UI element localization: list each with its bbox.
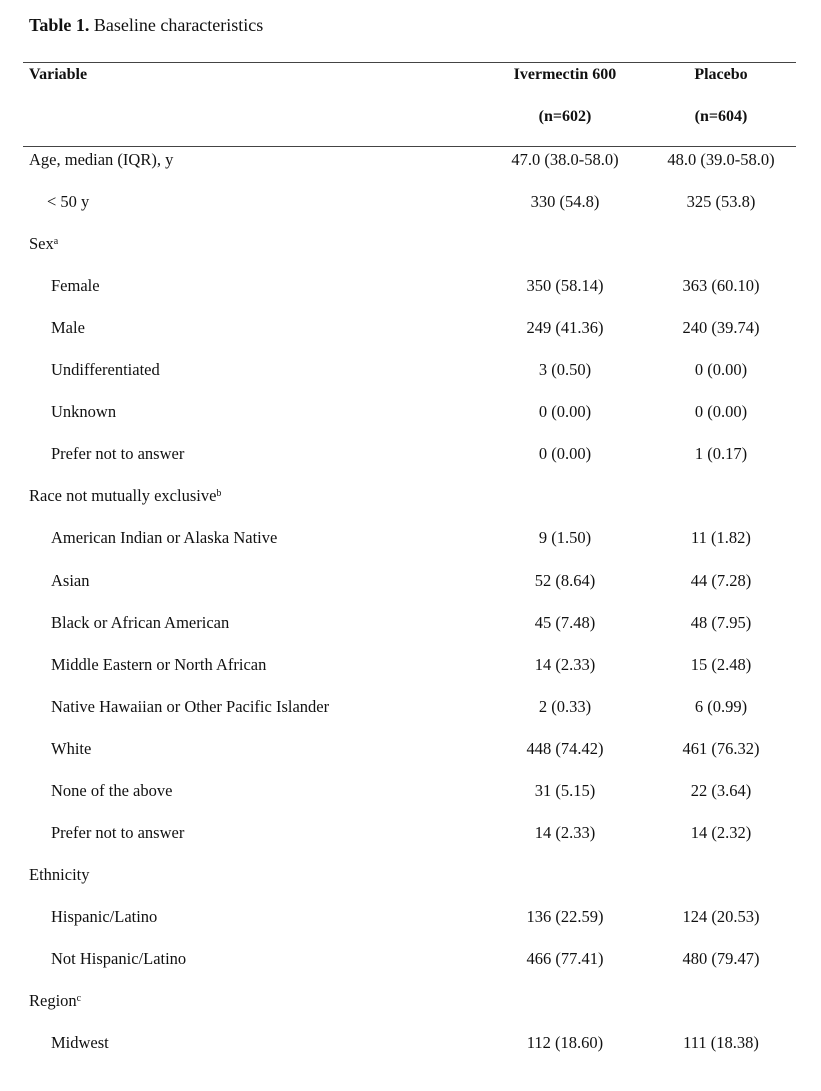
row-label-text: Age, median (IQR), y — [29, 150, 174, 169]
cell-placebo: 480 (79.47) — [682, 949, 760, 968]
row-label-text: American Indian or Alaska Native — [51, 528, 278, 547]
table-caption-text: Baseline characteristics — [93, 15, 264, 35]
row-label — [51, 528, 277, 548]
row-label — [51, 949, 186, 969]
row-label-text: Middle Eastern or North African — [51, 655, 267, 674]
cell-ivermectin: 448 (74.42) — [526, 739, 604, 758]
cell-ivermectin: 47.0 (38.0-58.0) — [511, 150, 619, 169]
table-caption — [29, 15, 263, 36]
row-label-text: Native Hawaiian or Other Pacific Islander — [51, 697, 330, 716]
cell-placebo: 325 (53.8) — [686, 192, 756, 211]
header-ivermectin-n: (n=602) — [538, 108, 592, 125]
cell-placebo: 0 (0.00) — [694, 360, 748, 379]
row-label-text: Unknown — [51, 402, 117, 421]
cell-placebo: 111 (18.38) — [683, 1033, 759, 1052]
cell-ivermectin: 14 (2.33) — [534, 823, 596, 842]
row-label — [51, 697, 329, 717]
cell-ivermectin: 0 (0.00) — [538, 444, 592, 463]
row-label — [51, 781, 172, 801]
row-label — [29, 865, 90, 885]
table-caption-label: Table 1. — [29, 15, 90, 35]
row-label — [51, 360, 160, 380]
row-label-text: Sex — [29, 234, 54, 253]
row-label — [51, 823, 184, 843]
row-label — [29, 234, 58, 254]
row-label-text: Female — [51, 276, 100, 295]
row-label — [51, 276, 100, 296]
top-rule — [23, 62, 796, 63]
footnote-marker: a — [53, 236, 59, 247]
row-label — [51, 1033, 109, 1053]
footnote-marker: b — [216, 488, 222, 499]
row-label-text: Asian — [51, 571, 90, 590]
cell-ivermectin: 3 (0.50) — [538, 360, 592, 379]
row-label — [47, 192, 89, 212]
row-label-text: Race not mutually exclusive — [29, 486, 217, 505]
row-label — [29, 991, 81, 1011]
row-label-text: Male — [51, 318, 85, 337]
header-variable: Variable — [29, 66, 88, 83]
row-label-text: None of the above — [51, 781, 173, 800]
cell-ivermectin: 330 (54.8) — [530, 192, 600, 211]
row-label — [29, 486, 221, 506]
row-label — [51, 739, 91, 759]
header-placebo-name: Placebo — [694, 66, 748, 83]
row-label-text: Undifferentiated — [51, 360, 160, 379]
cell-ivermectin: 249 (41.36) — [526, 318, 604, 337]
row-label-text: Ethnicity — [29, 865, 90, 884]
cell-placebo: 1 (0.17) — [694, 444, 748, 463]
footnote-marker: c — [76, 993, 82, 1004]
cell-placebo: 461 (76.32) — [682, 739, 760, 758]
cell-ivermectin: 45 (7.48) — [534, 613, 596, 632]
row-label-text: Region — [29, 991, 77, 1010]
row-label — [51, 402, 116, 422]
cell-ivermectin: 0 (0.00) — [538, 402, 592, 421]
row-label-text: Hispanic/Latino — [51, 907, 158, 926]
cell-placebo: 48 (7.95) — [690, 613, 752, 632]
cell-placebo: 124 (20.53) — [682, 907, 760, 926]
row-label — [51, 318, 85, 338]
cell-placebo: 15 (2.48) — [690, 655, 752, 674]
header-placebo-n: (n=604) — [694, 108, 748, 125]
cell-placebo: 14 (2.32) — [690, 823, 752, 842]
cell-ivermectin: 466 (77.41) — [526, 949, 604, 968]
cell-ivermectin: 2 (0.33) — [538, 697, 592, 716]
row-label-text: Prefer not to answer — [51, 823, 185, 842]
row-label — [51, 655, 266, 675]
cell-ivermectin: 136 (22.59) — [526, 907, 604, 926]
cell-placebo: 48.0 (39.0-58.0) — [667, 150, 775, 169]
row-label — [51, 571, 90, 591]
row-label-text: Midwest — [51, 1033, 109, 1052]
row-label-text: Not Hispanic/Latino — [51, 949, 187, 968]
row-label — [29, 150, 173, 170]
cell-placebo: 44 (7.28) — [690, 571, 752, 590]
cell-placebo: 0 (0.00) — [694, 402, 748, 421]
cell-placebo: 22 (3.64) — [690, 781, 752, 800]
row-label — [51, 907, 157, 927]
row-label — [51, 613, 229, 633]
cell-placebo: 240 (39.74) — [682, 318, 760, 337]
row-label — [51, 444, 184, 464]
cell-placebo: 6 (0.99) — [694, 697, 748, 716]
cell-ivermectin: 14 (2.33) — [534, 655, 596, 674]
cell-placebo: 363 (60.10) — [682, 276, 760, 295]
header-ivermectin-name: Ivermectin 600 — [513, 66, 617, 83]
cell-ivermectin: 31 (5.15) — [534, 781, 596, 800]
cell-placebo: 11 (1.82) — [691, 528, 751, 547]
row-label-text: White — [51, 739, 92, 758]
cell-ivermectin: 9 (1.50) — [538, 528, 592, 547]
row-label-text: < 50 y — [47, 192, 90, 211]
row-label-text: Prefer not to answer — [51, 444, 185, 463]
row-label-text: Black or African American — [51, 613, 230, 632]
header-rule — [23, 146, 796, 147]
cell-ivermectin: 52 (8.64) — [534, 571, 596, 590]
cell-ivermectin: 350 (58.14) — [526, 276, 604, 295]
cell-ivermectin: 112 (18.60) — [526, 1033, 604, 1052]
